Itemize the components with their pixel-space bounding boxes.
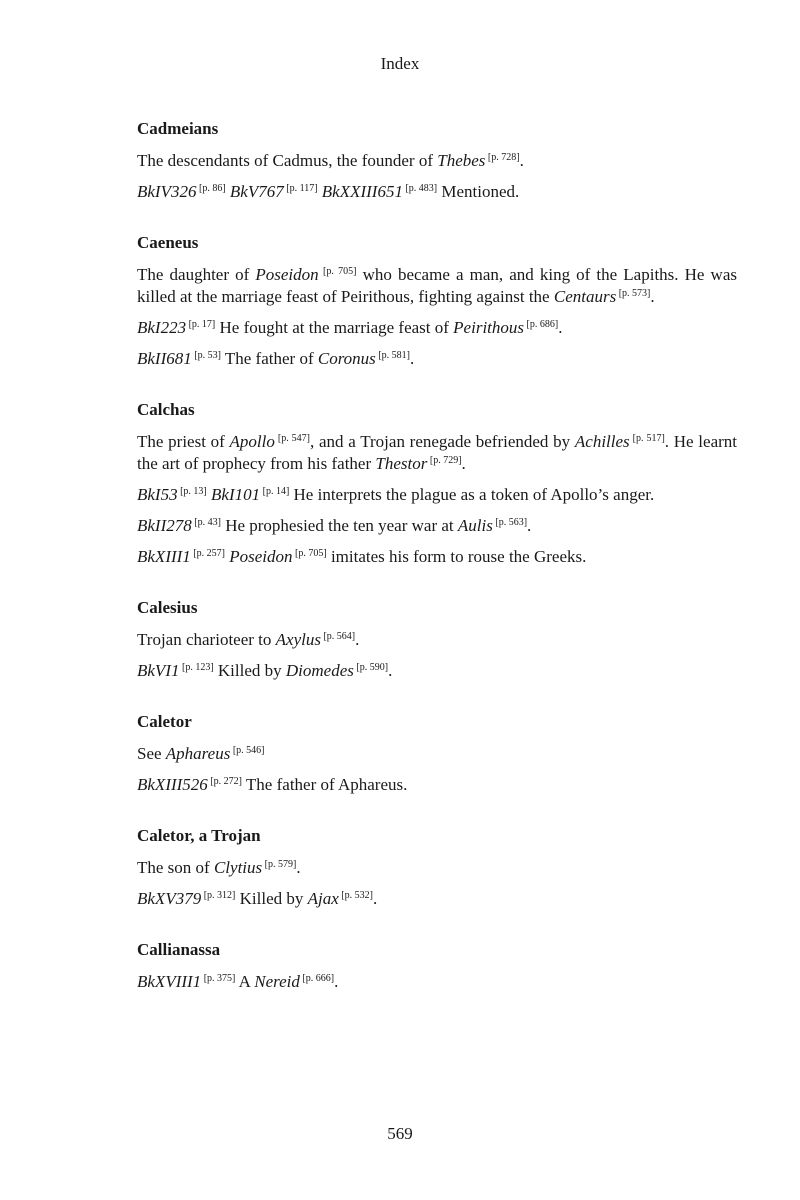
page-reference[interactable]: [p. 564]: [320, 631, 356, 642]
page-reference[interactable]: [p. 686]: [524, 319, 559, 330]
cross-reference-link[interactable]: Peirithous: [453, 318, 525, 337]
cross-reference-link[interactable]: Thebes: [437, 151, 486, 170]
page-reference[interactable]: [p. 590]: [353, 662, 389, 673]
cross-reference-link[interactable]: Poseidon: [255, 265, 319, 284]
entry-line: [137, 660, 737, 682]
entry-text: who became a man, and king of the Lapiths. He was killed at the marriage feast of Peirithous, fighting against the: [137, 265, 737, 306]
entry-text: See: [137, 744, 166, 763]
entry-text: .: [527, 516, 532, 535]
entry-text: He interprets the plague as a token of Apollo’s anger.: [289, 485, 655, 504]
page-reference[interactable]: [p. 312]: [201, 890, 236, 901]
page-reference[interactable]: [p. 547]: [274, 433, 311, 444]
cross-reference-link[interactable]: Achilles: [574, 432, 630, 451]
entry-line: [137, 181, 737, 203]
entry-title: Calchas: [137, 400, 195, 419]
entry-text: Killed by: [213, 661, 286, 680]
page-reference[interactable]: [p. 705]: [318, 266, 357, 277]
entry-text: .: [334, 972, 339, 991]
page-reference[interactable]: [p. 123]: [179, 662, 214, 673]
entry-line: [137, 317, 737, 339]
page-reference[interactable]: [p. 53]: [191, 350, 221, 361]
entry-text: .: [296, 858, 301, 877]
entry-title: Callianassa: [137, 940, 221, 959]
entry-text: .: [409, 349, 415, 368]
entry-line: [137, 888, 737, 910]
page-reference[interactable]: [p. 563]: [492, 517, 528, 528]
page-reference[interactable]: [p. 581]: [375, 350, 410, 361]
entry-title: Cadmeians: [137, 119, 219, 138]
page-reference[interactable]: [p. 729]: [427, 455, 462, 466]
page-reference[interactable]: [p. 573]: [616, 288, 651, 299]
cross-reference-link[interactable]: BkXXIII651: [321, 182, 403, 201]
entry-text: . He learnt the art of prophecy from his father: [137, 432, 738, 473]
cross-reference-link[interactable]: BkII681: [137, 349, 192, 368]
index-entry: [137, 597, 737, 682]
entry-text: The daughter of: [137, 265, 256, 284]
entry-title: Caletor: [137, 712, 192, 731]
entry-line: [137, 264, 737, 308]
page-reference[interactable]: [p. 17]: [186, 319, 216, 330]
cross-reference-link[interactable]: Coronus: [317, 349, 376, 368]
page-reference[interactable]: [p. 483]: [402, 183, 438, 194]
cross-reference-link[interactable]: Poseidon: [229, 547, 293, 566]
entry-title: Caletor, a Trojan: [137, 826, 261, 845]
entry-text: .: [461, 454, 466, 473]
cross-reference-link[interactable]: BkIV326: [137, 182, 197, 201]
page-reference[interactable]: [p. 13]: [177, 486, 207, 497]
cross-reference-link[interactable]: BkXVIII1: [137, 972, 202, 991]
page-reference[interactable]: [p. 705]: [292, 548, 327, 559]
entry-text: A: [235, 972, 255, 991]
page-reference[interactable]: [p. 728]: [485, 152, 520, 163]
cross-reference-link[interactable]: BkI223: [137, 318, 187, 337]
entry-line: [137, 431, 737, 475]
cross-reference-link[interactable]: Apollo: [229, 432, 275, 451]
entry-line: [137, 515, 737, 537]
page-reference[interactable]: [p. 117]: [283, 183, 318, 194]
entry-text: imitates his form to rouse the Greeks.: [326, 547, 587, 566]
entry-line: [137, 150, 737, 172]
entry-text: The son of: [137, 858, 214, 877]
page-reference[interactable]: [p. 532]: [338, 890, 373, 901]
entry-title: Caeneus: [137, 233, 199, 252]
page-header: Index: [380, 54, 420, 73]
entry-line: [137, 546, 737, 568]
entry-text: Trojan charioteer to: [137, 630, 276, 649]
entry-line: [137, 971, 737, 993]
entry-text: He prophesied the ten year war at: [220, 516, 458, 535]
cross-reference-link[interactable]: BkI53: [137, 485, 178, 504]
index-entries: [137, 118, 737, 1022]
page-reference[interactable]: [p. 579]: [262, 859, 297, 870]
entry-text: , and a Trojan renegade befriended by: [310, 432, 575, 451]
index-entry: [137, 399, 737, 568]
index-entry: [137, 939, 737, 993]
entry-line: [137, 743, 737, 765]
entry-line: [137, 857, 737, 879]
cross-reference-link[interactable]: Clytius: [213, 858, 263, 877]
entry-line: [137, 774, 737, 796]
page-reference[interactable]: [p. 546]: [230, 745, 265, 756]
entry-text: The priest of: [137, 432, 230, 451]
entry-text: The father of Aphareus.: [241, 775, 408, 794]
cross-reference-link[interactable]: BkI101: [211, 485, 261, 504]
page-reference[interactable]: [p. 666]: [299, 973, 335, 984]
entry-line: [137, 629, 737, 651]
entry-text: .: [650, 287, 655, 306]
cross-reference-link[interactable]: Thestor: [375, 454, 428, 473]
page-reference[interactable]: [p. 14]: [260, 486, 290, 497]
entry-line: [137, 484, 737, 506]
page-reference[interactable]: [p. 375]: [201, 973, 236, 984]
page-reference[interactable]: [p. 43]: [191, 517, 221, 528]
entry-text: Mentioned.: [437, 182, 520, 201]
entry-text: .: [372, 889, 378, 908]
page-reference[interactable]: [p. 517]: [629, 433, 665, 444]
cross-reference-link[interactable]: BkXIII526: [137, 775, 208, 794]
entry-text: .: [558, 318, 563, 337]
cross-reference-link[interactable]: BkXV379: [137, 889, 202, 908]
cross-reference-link[interactable]: Centaurs: [553, 287, 617, 306]
entry-text: .: [355, 630, 360, 649]
cross-reference-link[interactable]: Aulis: [457, 516, 493, 535]
cross-reference-link[interactable]: Nereid: [254, 972, 300, 991]
cross-reference-link[interactable]: Ajax: [307, 889, 339, 908]
entry-text: Killed by: [235, 889, 308, 908]
index-entry: [137, 118, 737, 203]
entry-text: The father of: [220, 349, 318, 368]
cross-reference-link[interactable]: Diomedes: [285, 661, 354, 680]
cross-reference-link[interactable]: BkVI1: [137, 661, 180, 680]
cross-reference-link[interactable]: BkII278: [137, 516, 192, 535]
entry-text: He fought at the marriage feast of: [215, 318, 454, 337]
page-number: 569: [387, 1124, 413, 1143]
cross-reference-link[interactable]: BkXIII1: [137, 547, 191, 566]
entry-text: .: [519, 151, 524, 170]
entry-title: Calesius: [137, 598, 198, 617]
page-reference[interactable]: [p. 257]: [190, 548, 225, 559]
cross-reference-link[interactable]: Aphareus: [165, 744, 231, 763]
index-entry: [137, 825, 737, 910]
entry-text: The descendants of Cadmus, the founder of: [137, 151, 438, 170]
page-reference[interactable]: [p. 86]: [196, 183, 226, 194]
index-entry: [137, 232, 737, 370]
page-reference[interactable]: [p. 272]: [207, 776, 242, 787]
entry-line: [137, 348, 737, 370]
cross-reference-link[interactable]: Axylus: [275, 630, 321, 649]
entry-text: .: [388, 661, 393, 680]
index-entry: [137, 711, 737, 796]
cross-reference-link[interactable]: BkV767: [229, 182, 284, 201]
